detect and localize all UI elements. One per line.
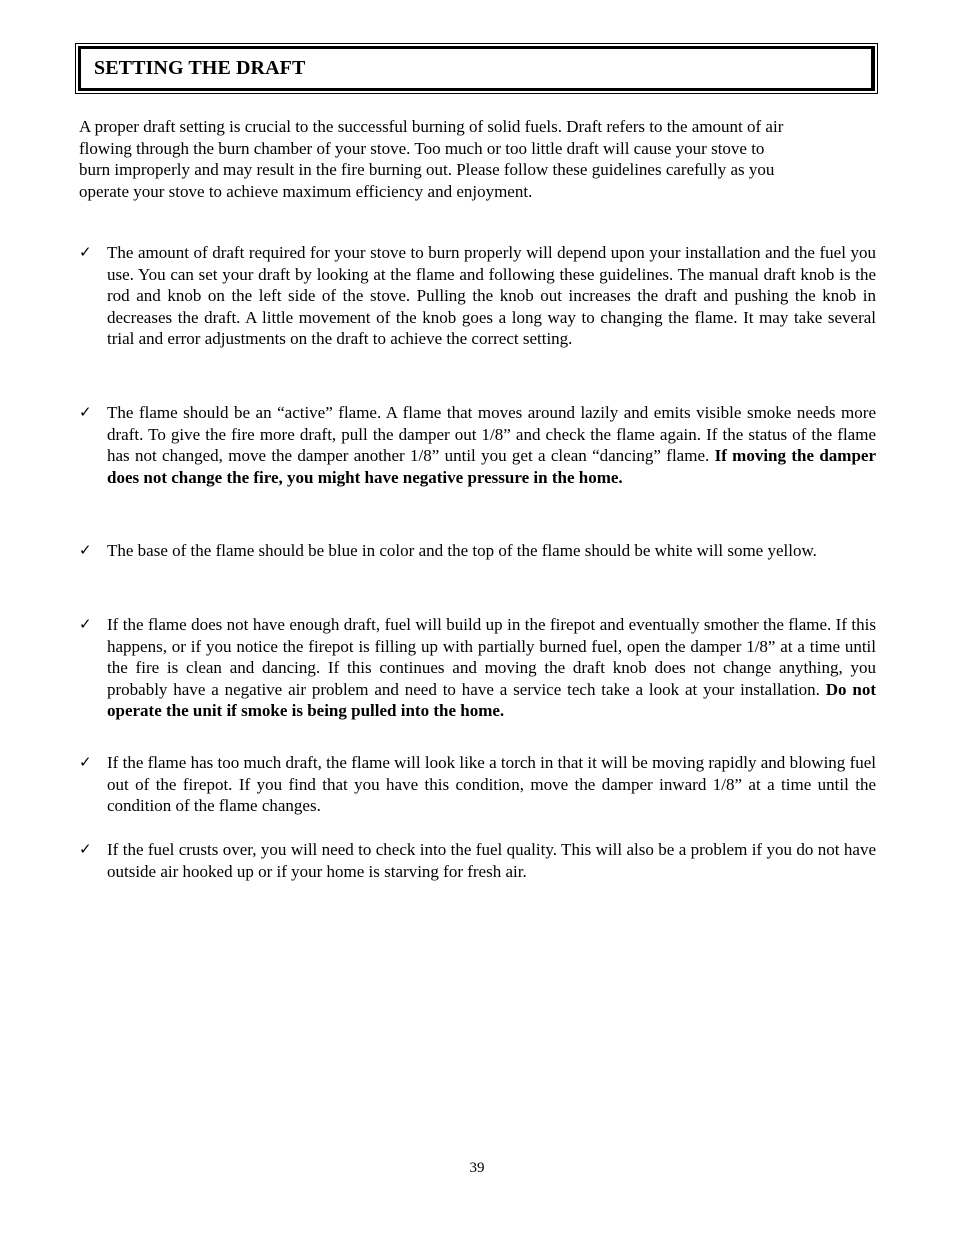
checkmark-icon: ✓	[79, 243, 92, 261]
guideline-text-regular: If the flame has too much draft, the flame will look like a torch in that it will be moving rapidly and blowing fuel out of the firepot. If you find that you have this condition, move the damper inward 1/8” at a time until the condition of the flame changes.	[107, 753, 876, 815]
intro-line: burn improperly and may result in the fire burning out. Please follow these guidelines carefully as you	[79, 160, 775, 179]
guideline-text-regular: The amount of draft required for your stove to burn properly will depend upon your installation and the fuel you use. You can set your draft by looking at the flame and following these guidelines. The manual draft knob is the rod and knob on the left side of the stove. Pulling the knob out increases the draft and pushing the knob in decreases the draft. A little movement of the knob goes a long way to changing the flame. It may take several trial and error adjustments on the draft to achieve the correct setting.	[107, 243, 876, 348]
guideline-text	[107, 242, 876, 350]
guideline-text-bold: Do not operate the unit if smoke is being pulled into the home.	[107, 679, 876, 720]
checkmark-icon: ✓	[79, 541, 92, 559]
section-title-inner-frame	[78, 46, 875, 91]
intro-paragraph	[79, 116, 879, 202]
guideline-text-regular: The base of the flame should be blue in color and the top of the flame should be white will some yellow.	[107, 541, 817, 560]
guideline-text	[107, 614, 876, 722]
guideline-item	[79, 242, 876, 350]
checkmark-icon: ✓	[79, 840, 92, 858]
guideline-item	[79, 839, 876, 882]
guideline-text	[107, 752, 876, 817]
guideline-item	[79, 402, 876, 488]
intro-line: flowing through the burn chamber of your stove. Too much or too little draft will cause your stove to	[79, 138, 765, 158]
guideline-item	[79, 614, 876, 722]
guideline-text-regular: The flame should be an “active” flame. A flame that moves around lazily and emits visible smoke needs more draft. To give the fire more draft, pull the damper out 1/8” and check the flame again. If the status of the flame has not changed, move the damper another 1/8” until you get a clean “dancing” flame.	[107, 403, 876, 465]
section-title-box	[75, 43, 878, 94]
guideline-text-regular: If the flame does not have enough draft, fuel will build up in the firepot and eventually smother the flame. If this happens, or if you notice the firepot is filling up with partially burned fuel, open the damper 1/8” at a time until the fire is clean and dancing. If this continues and moving the draft knob does not change anything, you probably have a negative air problem and need to have a service tech take a look at your installation.	[107, 615, 876, 699]
guideline-text	[107, 839, 876, 882]
guideline-text	[107, 540, 876, 562]
guideline-item	[79, 752, 876, 817]
intro-line: A proper draft setting is crucial to the successful burning of solid fuels. Draft refers to the amount of air	[79, 117, 784, 136]
checkmark-icon: ✓	[79, 753, 92, 771]
guideline-text	[107, 402, 876, 488]
checkmark-icon: ✓	[79, 403, 92, 421]
guideline-text-bold: If moving the damper does not change the fire, you might have negative pressure in the home.	[107, 446, 876, 487]
guideline-text-regular: If the fuel crusts over, you will need to check into the fuel quality. This will also be a problem if you do not have outside air hooked up or if your home is starving for fresh air.	[107, 840, 876, 881]
guideline-item	[79, 540, 876, 562]
checkmark-icon: ✓	[79, 615, 92, 633]
section-title: SETTING THE DRAFT	[94, 57, 306, 79]
page-number: 39	[469, 1160, 485, 1176]
intro-line: operate your stove to achieve maximum efficiency and enjoyment.	[79, 181, 533, 201]
